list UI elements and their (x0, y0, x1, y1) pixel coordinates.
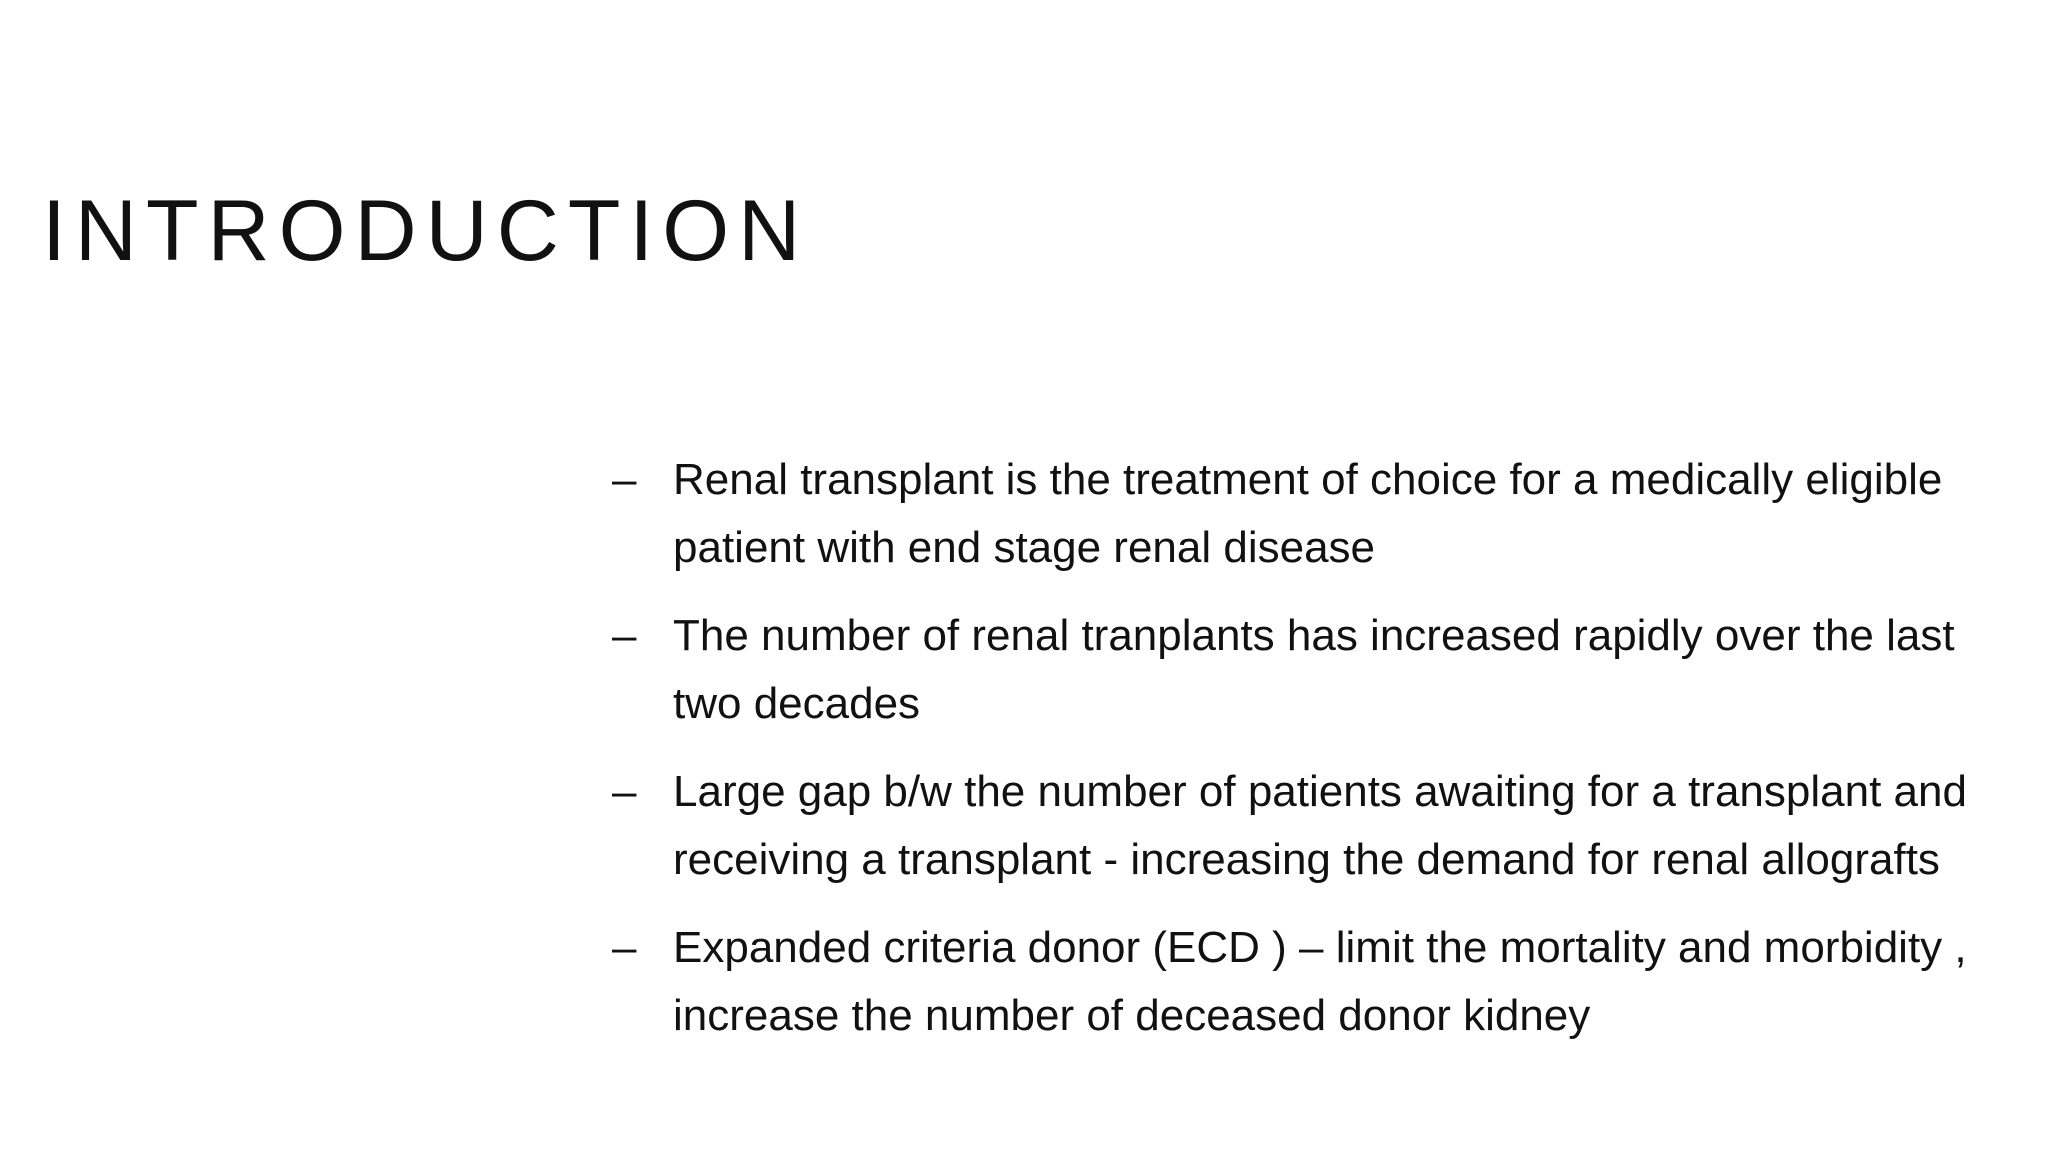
bullet-text: Expanded criteria donor (ECD ) – limit the mortality and morbidity , increase the number of deceased donor kidney (673, 923, 1967, 1040)
dash-bullet-icon: – (612, 611, 637, 660)
bullet-text: The number of renal tranplants has increased rapidly over the last two decades (673, 611, 1955, 728)
slide-title: INTRODUCTION (42, 183, 810, 279)
dash-bullet-icon: – (612, 767, 637, 816)
dash-bullet-icon: – (612, 455, 637, 504)
dash-bullet-icon: – (612, 923, 637, 972)
bullet-item (612, 758, 2012, 894)
bullet-item (612, 914, 2012, 1050)
bullet-list (612, 446, 2012, 1070)
bullet-item (612, 602, 2012, 738)
bullet-text: Large gap b/w the number of patients awaiting for a transplant and receiving a transplant - increasing the demand for renal allografts (673, 767, 1967, 884)
bullet-text: Renal transplant is the treatment of choice for a medically eligible patient with end stage renal disease (673, 455, 1943, 572)
bullet-item (612, 446, 2012, 582)
